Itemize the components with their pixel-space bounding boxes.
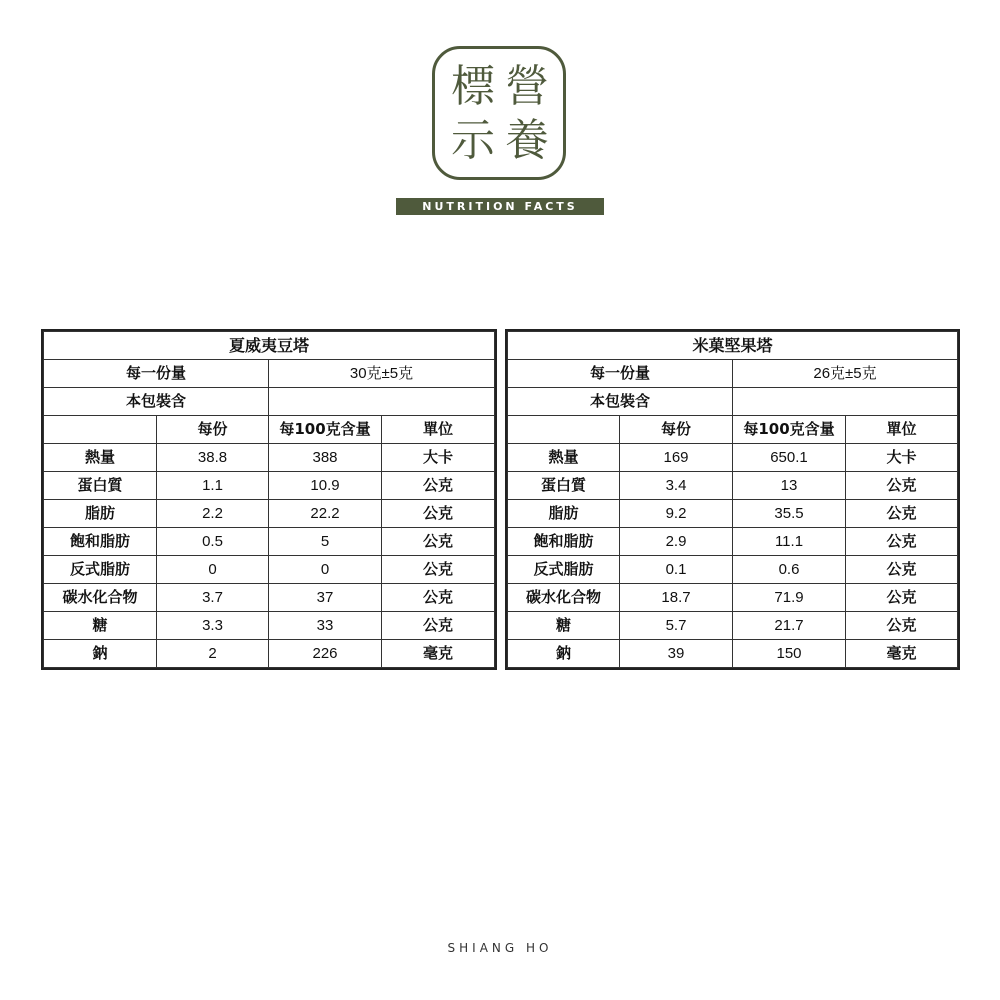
unit: 公克 [846,528,958,556]
header-empty [508,416,620,444]
per-serving-value: 169 [620,444,733,472]
per-serving-value: 39 [620,640,733,668]
per-serving-value: 3.3 [157,612,269,640]
per-100g-value: 5 [269,528,382,556]
per-serving-value: 0.5 [157,528,269,556]
per-100g-value: 37 [269,584,382,612]
table-title: 夏威夷豆塔 [44,332,495,360]
per-serving-value: 2.9 [620,528,733,556]
per-100g-value: 226 [269,640,382,668]
per-100g-value: 0.6 [733,556,846,584]
header-per-100g: 每100克含量 [269,416,382,444]
table-row [44,444,495,472]
table-title: 米菓堅果塔 [508,332,958,360]
nutrient-name: 鈉 [508,640,620,668]
unit: 公克 [846,556,958,584]
unit: 公克 [382,556,495,584]
nutrient-name: 反式脂肪 [44,556,157,584]
nutrient-name: 碳水化合物 [508,584,620,612]
pack-value [733,388,958,416]
per-100g-value: 388 [269,444,382,472]
table-row [44,584,495,612]
per-100g-value: 35.5 [733,500,846,528]
nutrient-name: 飽和脂肪 [44,528,157,556]
unit: 公克 [382,472,495,500]
per-100g-value: 150 [733,640,846,668]
table-row [508,528,958,556]
logo-char-4: 養 [505,115,549,166]
brand-footer: SHIANG HO [447,941,553,955]
per-serving-value: 18.7 [620,584,733,612]
per-serving-value: 2.2 [157,500,269,528]
per-serving-value: 2 [157,640,269,668]
unit: 公克 [382,528,495,556]
header-unit: 單位 [846,416,958,444]
table-row [44,500,495,528]
per-100g-value: 0 [269,556,382,584]
brand-logo [432,46,566,180]
logo-banner: NUTRITION FACTS [396,198,604,215]
per-serving-value: 3.7 [157,584,269,612]
unit: 公克 [846,612,958,640]
unit: 公克 [382,584,495,612]
per-100g-value: 33 [269,612,382,640]
unit: 毫克 [846,640,958,668]
table-row [44,472,495,500]
per-serving-value: 38.8 [157,444,269,472]
nutrient-name: 蛋白質 [44,472,157,500]
table-row [44,612,495,640]
per-serving-value: 5.7 [620,612,733,640]
per-100g-value: 650.1 [733,444,846,472]
header-empty [44,416,157,444]
serving-label: 每一份量 [44,360,269,388]
logo-char-2: 營 [505,61,549,112]
unit: 大卡 [846,444,958,472]
header-per-serving: 每份 [620,416,733,444]
pack-label: 本包裝含 [44,388,269,416]
nutrient-name: 反式脂肪 [508,556,620,584]
header-per-serving: 每份 [157,416,269,444]
nutrient-name: 脂肪 [508,500,620,528]
table-row [508,612,958,640]
per-100g-value: 22.2 [269,500,382,528]
unit: 公克 [846,500,958,528]
nutrient-name: 飽和脂肪 [508,528,620,556]
logo-char-3: 示 [451,115,495,166]
header-per-100g: 每100克含量 [733,416,846,444]
table-row [44,528,495,556]
table-row [508,444,958,472]
nutrient-name: 糖 [508,612,620,640]
nutrient-name: 碳水化合物 [44,584,157,612]
nutrient-name: 熱量 [44,444,157,472]
nutrient-name: 脂肪 [44,500,157,528]
serving-value: 26克±5克 [733,360,958,388]
per-serving-value: 3.4 [620,472,733,500]
per-100g-value: 11.1 [733,528,846,556]
table-row [508,472,958,500]
unit: 公克 [382,612,495,640]
table-row [508,500,958,528]
per-100g-value: 13 [733,472,846,500]
nutrient-name: 蛋白質 [508,472,620,500]
nutrient-name: 鈉 [44,640,157,668]
per-serving-value: 0 [157,556,269,584]
table-row [508,584,958,612]
table-row [44,640,495,668]
table-row [508,640,958,668]
unit: 公克 [382,500,495,528]
serving-label: 每一份量 [508,360,733,388]
per-serving-value: 9.2 [620,500,733,528]
unit: 公克 [846,472,958,500]
nutrition-table-1 [43,331,495,668]
nutrient-name: 熱量 [508,444,620,472]
unit: 毫克 [382,640,495,668]
pack-label: 本包裝含 [508,388,733,416]
nutrition-table-2 [507,331,958,668]
per-serving-value: 0.1 [620,556,733,584]
per-100g-value: 10.9 [269,472,382,500]
per-serving-value: 1.1 [157,472,269,500]
unit: 大卡 [382,444,495,472]
unit: 公克 [846,584,958,612]
pack-value [269,388,495,416]
serving-value: 30克±5克 [269,360,495,388]
per-100g-value: 21.7 [733,612,846,640]
header-unit: 單位 [382,416,495,444]
per-100g-value: 71.9 [733,584,846,612]
table-row [508,556,958,584]
logo-char-1: 標 [451,61,495,112]
nutrient-name: 糖 [44,612,157,640]
table-row [44,556,495,584]
